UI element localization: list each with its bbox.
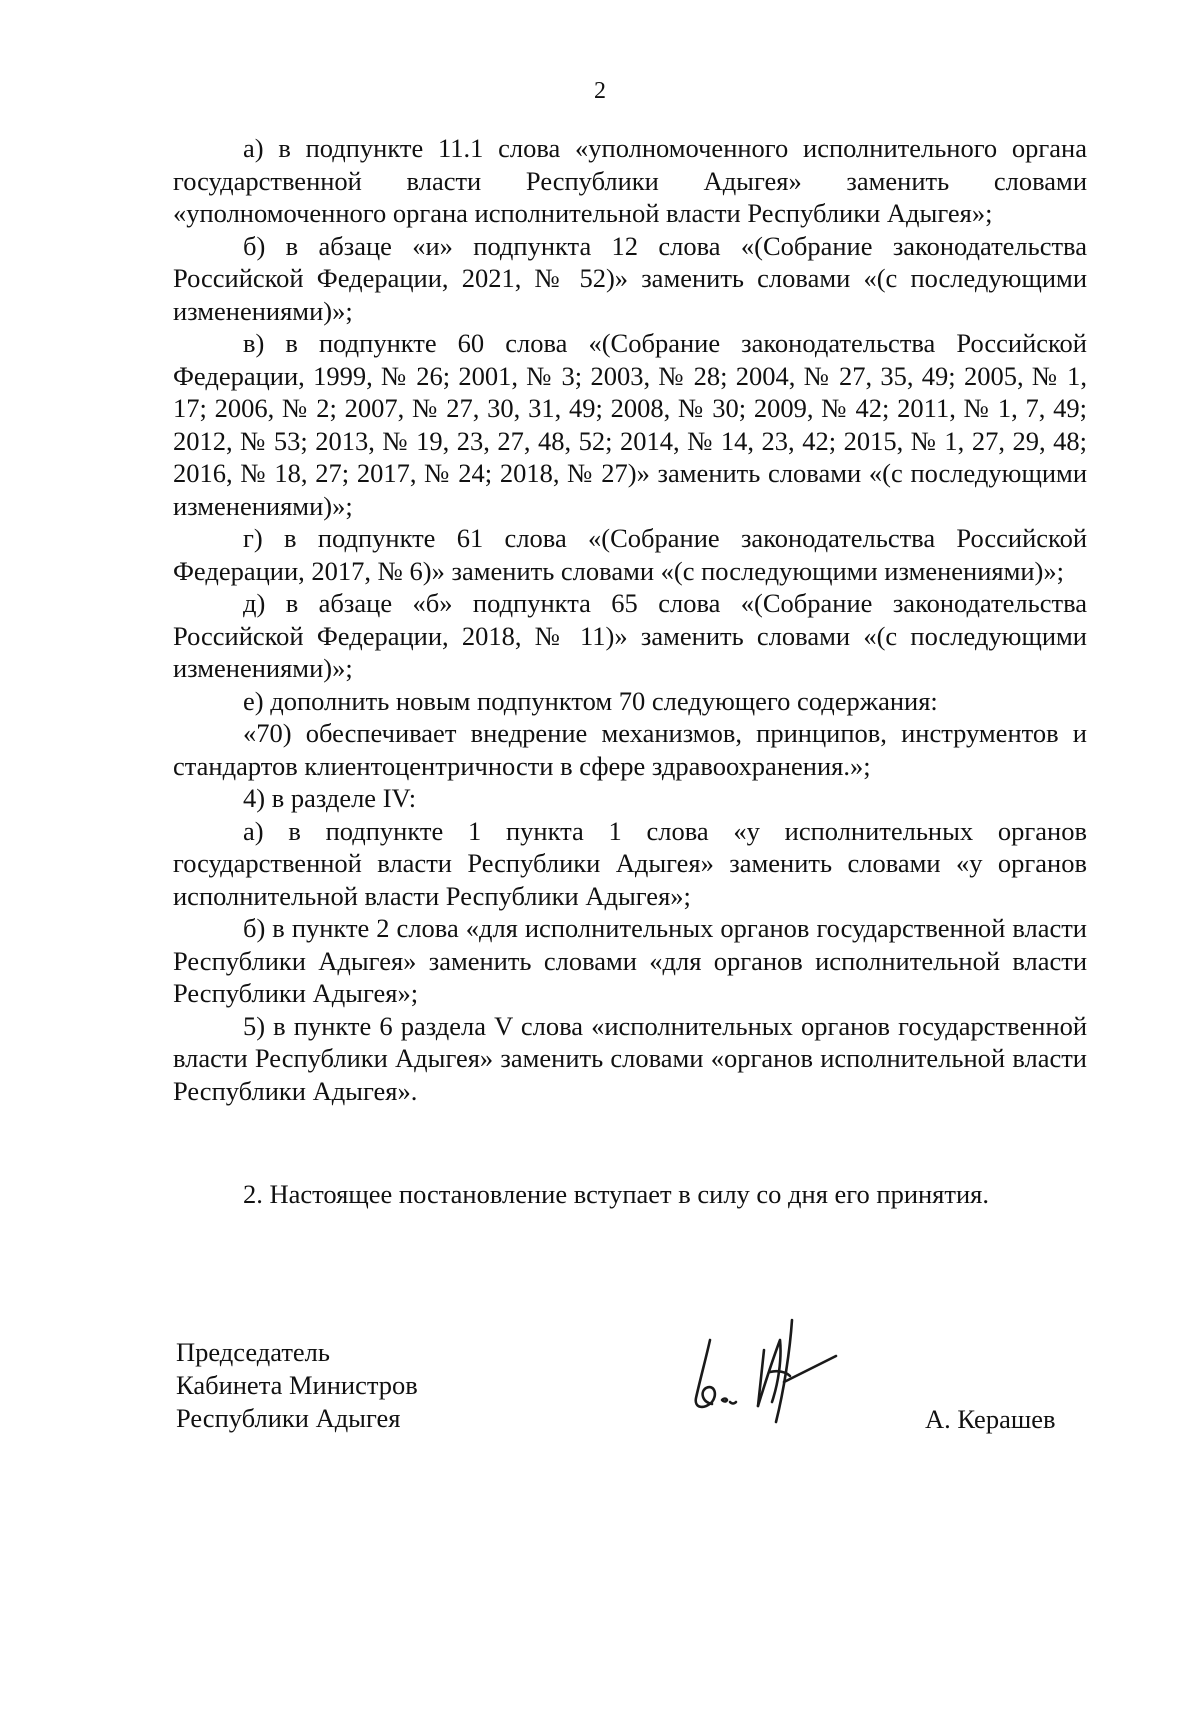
amendments-list xyxy=(173,132,1087,1107)
amendment-paragraph-iv-a: а) в подпункте 1 пункта 1 слова «у исполнительных органов государственной власти Республики Адыгея» заменить словами «у органов исполнительной власти Республики Адыгея»; xyxy=(173,815,1087,911)
amendment-paragraph-5: 5) в пункте 6 раздела V слова «исполнительных органов государственной власти Республики Адыгея» заменить словами «органов исполнительной власти Республики Адыгея». xyxy=(173,1010,1087,1106)
signatory-title-line: Кабинета Министров xyxy=(176,1370,418,1400)
section-iv-heading: 4) в разделе IV: xyxy=(243,783,417,813)
signatory-name: А. Керашев xyxy=(925,1404,1056,1434)
signatory-title xyxy=(176,1336,418,1435)
amendment-paragraph-e-70: е) дополнить новым подпунктом 70 следующего содержания: xyxy=(243,685,938,716)
amendment-quote-70: «70) обеспечивает внедрение механизмов, принципов, инструментов и стандартов клиентоцентричности в сфере здравоохранения.»; xyxy=(173,718,1087,781)
amendment-paragraph-d-65: д) в абзаце «б» подпункта 65 слова «(Собрание законодательства Российской Федерации, 2018, № 11)» заменить словами «(с последующими изменениями)»; xyxy=(173,588,1087,683)
amendment-paragraph-a-11-1: а) в подпункте 11.1 слова «уполномоченного исполнительного органа государственной власти Республики Адыгея» заменить словами «уполномоченного органа исполнительной власти Республики Адыгея»; xyxy=(173,133,1087,228)
amendment-paragraph-g-61: г) в подпункте 61 слова «(Собрание законодательства Российской Федерации, 2017, № 6)» заменить словами «(с последующими изменениями)»; xyxy=(173,523,1087,586)
amendment-paragraph-iv-b: б) в пункте 2 слова «для исполнительных органов государственной власти Республики Адыгея» заменить словами «для органов исполнительной власти Республики Адыгея»; xyxy=(173,913,1087,1008)
amendment-paragraph-b-12: б) в абзаце «и» подпункта 12 слова «(Собрание законодательства Российской Федерации, 2021, № 52)» заменить словами «(с последующими изменениями)»; xyxy=(173,230,1087,326)
page-number: 2 xyxy=(594,78,606,104)
amendment-paragraph-v-60: в) в подпункте 60 слова «(Собрание законодательства Российской Федерации, 1999, № 26; 2001, № 3; 2003, № 28; 2004, № 27, 35, 49; 2005, № 1, 17; 2006, № 2; 2007, № 27, 30, 31, 49; 2008, № 30; 2009, № 42; 2011, № 1, 7, 49; 2012, № 53; 2013, № 19, 23, 27, 48, 52; 2014, № 14, 23, 42; 2015, № 1, 27, 29, 48; 2016, № 18, 27; 2017, № 24; 2018, № 27)» заменить словами «(с последующими изменениями)»; xyxy=(173,328,1087,521)
handwritten-signature xyxy=(686,1310,846,1430)
signatory-title-line: Республики Адыгея xyxy=(176,1403,401,1433)
signatory-title-line: Председатель xyxy=(176,1337,330,1367)
effect-clause: 2. Настоящее постановление вступает в силу со дня его принятия. xyxy=(243,1179,989,1209)
